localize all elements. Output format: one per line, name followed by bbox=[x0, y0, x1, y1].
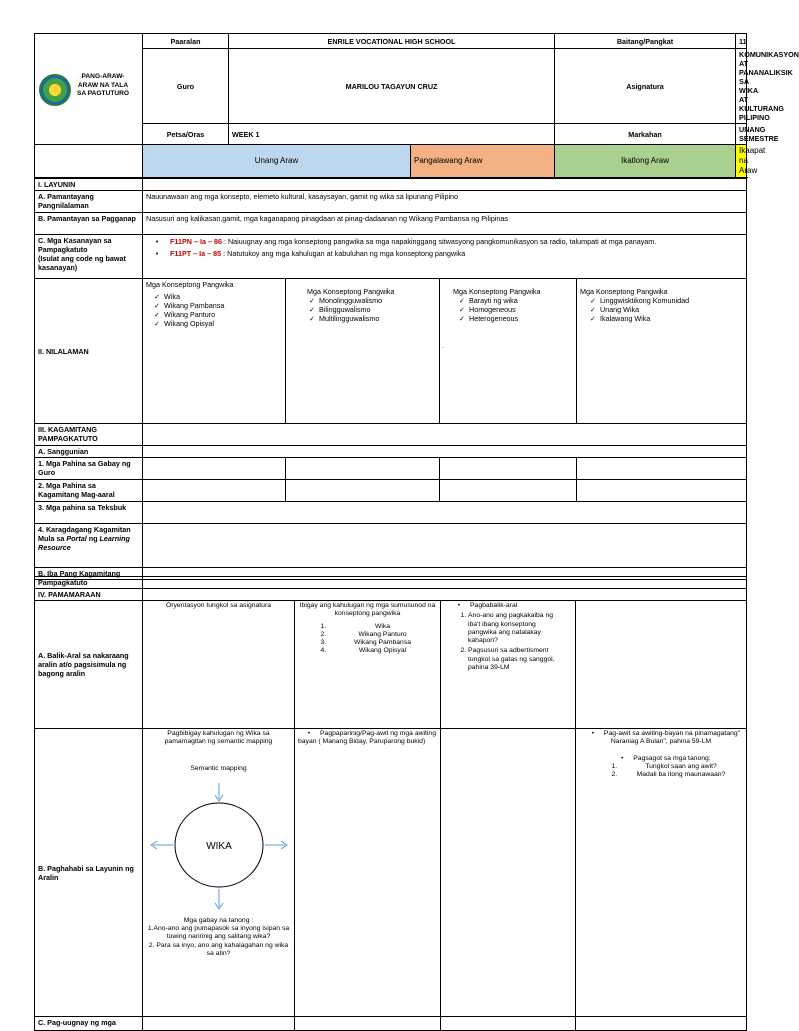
school-name: ENRILE VOCATIONAL HIGH SCHOOL bbox=[229, 34, 555, 49]
grade-value: 11 bbox=[736, 34, 747, 49]
list-item: ✓ Wikang Pambansa bbox=[166, 301, 282, 310]
semantic-map-diagram bbox=[149, 781, 289, 911]
list-item: ✓ Linggwisktikong Komunidad bbox=[602, 296, 743, 305]
list-item: 3. Wikang Pambansa bbox=[328, 639, 437, 647]
pampagkatuto-label: Pampagkatuto bbox=[35, 577, 143, 589]
day-header-4: Ikaapat na Araw bbox=[736, 145, 747, 178]
list-item: 1. Tungkol saan ang awit? bbox=[619, 763, 743, 771]
list-item: 2. Madali ba itong maunawaan? bbox=[619, 771, 743, 779]
quarter-label: Markahan bbox=[555, 124, 736, 145]
page-2 bbox=[34, 576, 746, 1031]
kagamitan-row-1: 1. Mga Pahina sa Gabay ng Guro bbox=[35, 458, 143, 480]
list-item: 1. Wika bbox=[328, 623, 437, 631]
layunin-b-label: B. Pamantayan sa Pagganap bbox=[35, 213, 143, 235]
paghahabi-col-2: • Pagpaparinig/Pag-awit ng mga awiting bayan ( Manang Biday, Paruparong bukid) bbox=[295, 729, 441, 1017]
iba-pang-kagamitan-label: B. Iba Pang Kagamitang bbox=[35, 568, 143, 580]
nilalaman-col-3: Mga Konseptong Pangwika ✓ Barayti ng wika ✓ Homogeneous ✓ Heterogeneous . bbox=[440, 279, 577, 424]
guide-question-1: 1.Ano-ano ang pumapasok sa inyong isipan sa tuwing naririnig ang salitang wika? bbox=[147, 925, 290, 941]
list-item: ✓ Wikang Panturo bbox=[166, 310, 282, 319]
kagamitan-row-2: 2. Mga Pahina sa Kagamitang Mag-aaral bbox=[35, 480, 143, 502]
list-item: ✓ Wika bbox=[166, 292, 282, 301]
list-item: ✓ Bilingguwalismo bbox=[321, 305, 436, 314]
competency-1: • F11PN – Ia – 86 : Naiuugnay ang mga konseptong pangwika sa mga napakinggang sitwasyong pangkomunikasyon sa radio, talumpati at mga panayam. bbox=[146, 237, 743, 246]
header-table bbox=[34, 33, 799, 178]
day-header-3: Ikatlong Araw bbox=[555, 145, 736, 178]
list-item: 4. Wikang Opisyal bbox=[328, 647, 437, 655]
page-1 bbox=[34, 33, 799, 580]
layunin-c-label: C. Mga Kasanayan sa Pampagkatuto (Isulat ang code ng bawat kasanayan) bbox=[35, 235, 143, 279]
lesson-table bbox=[34, 178, 747, 580]
subject-value: KOMUNIKASYON AT PANANALIKSIK SA WIKA AT KULTURANG PILIPINO bbox=[736, 49, 747, 124]
list-item: ✓ Ikalawang Wika bbox=[602, 314, 743, 323]
layunin-b-text: Nasusuri ang kalikasan,gamit, mga kaganapang pinagdaan at pinag-dadaanan ng Wikang Pambansa ng Pilipinas bbox=[143, 213, 747, 235]
layunin-c-sub: (Isulat ang code ng bawat kasanayan) bbox=[38, 254, 126, 272]
nilalaman-col-1: Mga Konseptong Pangwika ✓ Wika ✓ Wikang Pambansa ✓ Wikang Panturo ✓ Wikang Opisyal bbox=[143, 279, 286, 424]
layunin-c-text bbox=[143, 235, 747, 279]
sanggunian-label: A. Sanggunian bbox=[35, 446, 143, 458]
school-seal-icon bbox=[39, 74, 71, 106]
layunin-a-text: Nauunawaan ang mga konsepto, elemeto kultural, kasaysayan, gamit ng wika sa lipunang Pilipino bbox=[143, 191, 747, 213]
list-item: ✓ Multilingguwalismo bbox=[321, 314, 436, 323]
day-header-1: Unang Araw bbox=[143, 145, 411, 178]
balik-aral-col-3: • Pagbabalik-aral 1. Ano-ano ang pagkakaiba ng iba't ibang konseptong pangwika ang natalakay kahapon? 2. Pagsusuri sa adbertisment tungkol sa gatas ng sanggol, pahina 39-LM bbox=[441, 601, 576, 729]
list-item: ✓ Homogeneous bbox=[471, 305, 573, 314]
school-label: Paaralan bbox=[143, 34, 229, 49]
balik-aral-label: A. Balik-Aral sa nakaraang aralin at/o pagsisimula ng bagong aralin bbox=[35, 601, 143, 729]
list-item: ✓ Monolingguwalismo bbox=[321, 296, 436, 305]
kagamitan-row-4: 4. Karagdagang Kagamitan Mula sa Portal ng Learning Resource bbox=[35, 524, 143, 568]
list-item: ✓ Unang Wika bbox=[602, 305, 743, 314]
date-label: Petsa/Oras bbox=[143, 124, 229, 145]
list-item: 2. Pagsusuri sa adbertisment tungkol sa gatas ng sanggol, pahina 39-LM bbox=[468, 647, 558, 672]
title-line-2: ARAW NA TALA bbox=[77, 81, 129, 89]
day-header-2: Pangalawang Araw bbox=[411, 145, 555, 178]
list-item: ✓ Barayti ng wika bbox=[471, 296, 573, 305]
pag-uugnay-label: C. Pag-uugnay ng mga bbox=[35, 1017, 143, 1031]
date-value: WEEK 1 bbox=[229, 124, 555, 145]
balik-aral-col-1: Oryentasyon tungkol sa asignatura bbox=[143, 601, 295, 729]
list-item: ✓ Heterogeneous bbox=[471, 314, 573, 323]
list-item: 1. Ano-ano ang pagkakaiba ng iba't ibang konseptong pangwika ang natalakay kahapon? bbox=[468, 612, 558, 645]
stray-mark: . bbox=[442, 341, 444, 350]
nilalaman-col-2: Mga Konseptong Pangwika ✓ Monolingguwalismo ✓ Bilingguwalismo ✓ Multilingguwalismo bbox=[286, 279, 440, 424]
guide-question-2: 2. Para sa inyo, ano ang kahalagahan ng wika sa atin? bbox=[148, 941, 289, 957]
semantic-map-center: WIKA bbox=[205, 840, 232, 852]
competency-2: • F11PT – Ia – 85 : Natutukoy ang mga kahulugan at kabuluhan ng mga konseptong pangwika bbox=[146, 249, 743, 258]
subject-label: Asignatura bbox=[555, 49, 736, 124]
title-line-3: SA PAGTUTURO bbox=[77, 90, 130, 98]
balik-aral-col-2: Ibigay ang kahulugan ng mga sumusunod na konseptong pangwika 1. Wika 2. Wikang Panturo 3. Wikang Pambansa 4. Wikang Opisyal bbox=[295, 601, 441, 729]
day-header-blank bbox=[35, 145, 143, 178]
paghahabi-col-4: • Pag-awit sa awiting-bayan na pinamagatang" Naraniag A Bulan", pahina 59-LM • Pagsagot sa mga tanong: 1. Tungkol saan ang awit? 2. Madali ba itong maunawaan? bbox=[576, 729, 747, 1017]
layunin-a-label: A. Pamantayang Pangnilalaman bbox=[35, 191, 143, 213]
paghahabi-label: B. Paghahabi sa Layunin ng Aralin bbox=[35, 729, 143, 1017]
title-line-1: PANG-ARAW- bbox=[81, 73, 125, 80]
teacher-label: Guro bbox=[143, 49, 229, 124]
list-item: ✓ Wikang Opisyal bbox=[166, 319, 282, 328]
semantic-map-title: Semantic mapping bbox=[190, 764, 247, 772]
title-cell bbox=[35, 34, 143, 145]
nilalaman-col-4: Mga Konseptong Pangwika ✓ Linggwisktikong Komunidad ✓ Unang Wika ✓ Ikalawang Wika bbox=[577, 279, 747, 424]
paghahabi-col-1: Pagbibigay kahulugan ng Wika sa pamamagitan ng semantic mapping Semantic mapping WIKA Mga gabay na tanong : 1.Ano-ano ang pumapasok sa inyong isipan sa tuwing naririnig ang salitang wika? 2. Para sa inyo, ano ang kahalagahan ng wika sa atin? bbox=[143, 729, 295, 1017]
nilalaman-label: II. NILALAMAN bbox=[35, 279, 143, 424]
guide-title: Mga gabay na tanong : bbox=[183, 916, 254, 924]
layunin-heading: I. LAYUNIN bbox=[35, 179, 143, 191]
procedure-table bbox=[34, 576, 747, 1031]
kagamitan-heading: III. KAGAMITANG PAMPAGKATUTO bbox=[35, 424, 143, 446]
teacher-name: MARILOU TAGAYUN CRUZ bbox=[229, 49, 555, 124]
pamamaraan-heading: IV. PAMAMARAAN bbox=[35, 589, 143, 601]
grade-label: Baitang/Pangkat bbox=[555, 34, 736, 49]
quarter-value: UNANG SEMESTRE bbox=[736, 124, 747, 145]
kagamitan-row-3: 3. Mga pahina sa Teksbuk bbox=[35, 502, 143, 524]
list-item: 2. Wikang Panturo bbox=[328, 631, 437, 639]
